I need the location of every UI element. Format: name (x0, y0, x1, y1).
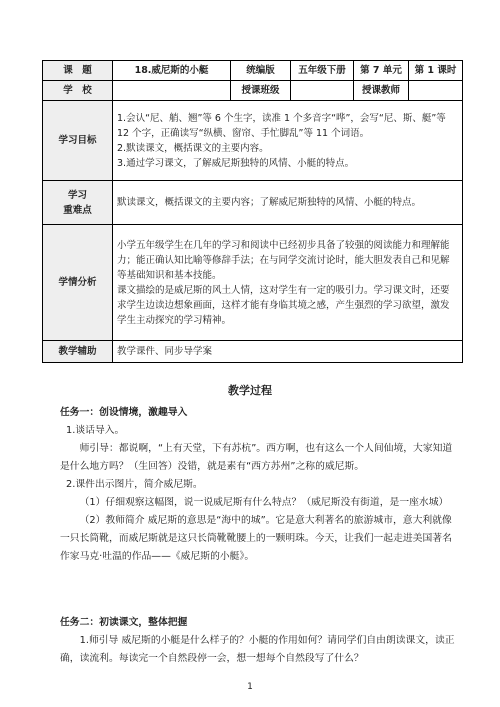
table-row (43, 181, 463, 225)
key-label-line1: 学习 (67, 189, 87, 201)
lesson-info-table (42, 60, 463, 363)
table-row (43, 101, 463, 181)
goal-item: 1.会认“尼、艄、翘”等 6 个生字，读准 1 个多音字“哗”，会写“尼、斯、艇”等 12 个字，正确读写“纵横、窗帘、手忙脚乱”等 11 个词语。 (117, 112, 446, 139)
cell-key-label (43, 181, 113, 225)
table-row (43, 225, 463, 341)
cell-topic-value: 18.威尼斯的小艇 (113, 61, 231, 81)
table-row (43, 81, 463, 101)
cell-school-value (113, 81, 231, 101)
cell-period: 第 1 课时 (409, 61, 463, 81)
cell-analysis-content (113, 225, 463, 341)
table-row (43, 61, 463, 81)
cell-topic-label: 课 题 (43, 61, 113, 81)
task2-block (60, 614, 456, 668)
process-title: 教学过程 (228, 384, 272, 397)
cell-key-content: 默读课文，概括课文的主要内容；了解威尼斯独特的风情、小艇的特点。 (113, 181, 463, 225)
task1-step2-b: （2）教师简介 威尼斯的意思是“海中的城”。它是意大利著名的旅游城市，意大利就像一只长筒靴，而威尼斯就是这只长筒靴靴腰上的一颗明珠。今天，让我们一起走进美国著名作家马克·吐温的作品——《威尼斯的小艇》。 (60, 515, 452, 562)
cell-aids-content: 教学课件、同步导学案 (113, 341, 463, 363)
goal-item: 2.默读课文，概括课文的主要内容。 (117, 142, 269, 154)
task1-title: 任务一：创设情境，激趣导入 (60, 407, 188, 418)
cell-unit: 第 7 单元 (354, 61, 409, 81)
cell-aids-label: 教学辅助 (43, 341, 113, 363)
task1-step2: 2.课件出示图片，简介威尼斯。 (66, 479, 203, 490)
task1-block (60, 404, 456, 566)
analysis-paragraph: 课文描绘的是威尼斯的风土人情，这对学生有一定的吸引力。学习课文时，还要求学生边读边想象画面，这样才能有身临其境之感，产生强烈的学习欲望，激发学生主动探究的学习精神。 (117, 284, 450, 326)
cell-class-value (291, 81, 354, 101)
cell-grade: 五年级下册 (291, 61, 354, 81)
analysis-paragraph: 小学五年级学生在几年的学习和阅读中已经初步具备了较强的阅读能力和理解能力；能正确认知比喻等修辞手法；在与同学交流讨论时，能大胆发表自己和见解等基础知识和基本技能。 (117, 239, 450, 281)
key-label-line2: 重难点 (63, 204, 92, 216)
cell-edition: 统编版 (231, 61, 291, 81)
cell-class-label: 授课班级 (231, 81, 291, 101)
table-row (43, 341, 463, 363)
task1-step2-a: （1）仔细观察这幅图，说一说威尼斯有什么特点？（威尼斯没有街道，是一座水城） (79, 497, 449, 508)
page-number: 1 (247, 682, 253, 692)
cell-teacher-label: 授课教师 (354, 81, 409, 101)
task1-step1-text: 师引导：都说啊，“上有天堂，下有苏杭”。西方啊，也有这么一个人间仙境，大家知道是什么地方吗？（生回答）没错，就是素有“西方苏州”之称的威尼斯。 (60, 443, 453, 472)
task2-step1-text: 1.师引导 威尼斯的小艇是什么样子的？小艇的作用如何？请同学们自由朗读课文，读正确，读流利。每读完一个自然段停一会，想一想每个自然段写了什么？ (60, 635, 455, 664)
task1-step1: 1.谈话导入。 (66, 425, 125, 436)
goal-item: 3.通过学习课文，了解威尼斯独特的风情、小艇的特点。 (117, 157, 355, 169)
task2-title: 任务二：初读课文，整体把握 (60, 617, 188, 628)
cell-analysis-label: 学情分析 (43, 225, 113, 341)
cell-school-label: 学 校 (43, 81, 113, 101)
cell-goals-label: 学习目标 (43, 101, 113, 181)
cell-goals-content (113, 101, 463, 181)
cell-teacher-value (409, 81, 463, 101)
